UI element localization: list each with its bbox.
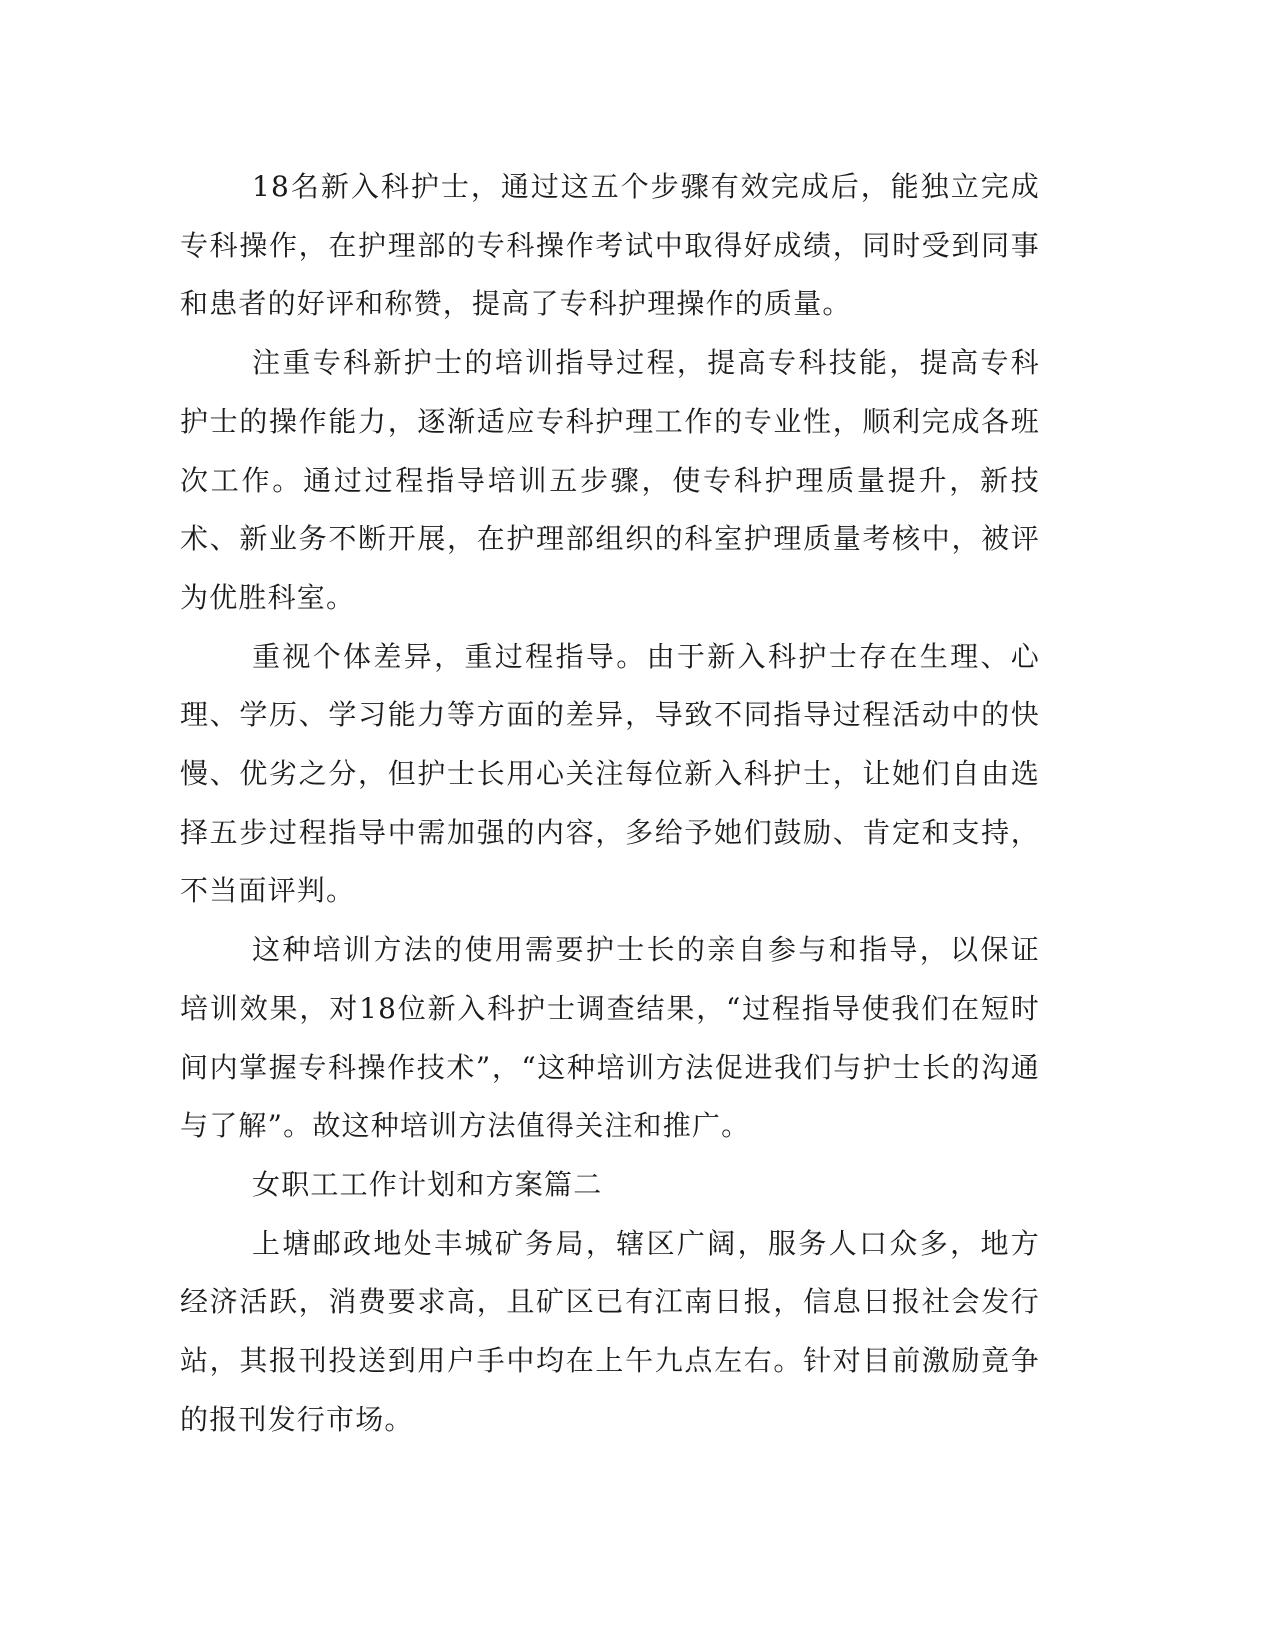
paragraph-2: 注重专科新护士的培训指导过程，提高专科技能，提高专科护士的操作能力，逐渐适应专科护理工作的专业性，顺利完成各班次工作。通过过程指导培训五步骤，使专科护理质量提升，新技术、新业务不断开展，在护理部组织的科室护理质量考核中，被评为优胜科室。 (180, 346, 1040, 614)
paragraph-4: 这种培训方法的使用需要护士长的亲自参与和指导，以保证培训效果，对18位新入科护士调查结果，“过程指导使我们在短时间内掌握专科操作技术”，“这种培训方法促进我们与护士长的沟通与了解”。故这种培训方法值得关注和推广。 (180, 933, 1040, 1143)
paragraph-1: 18名新入科护士，通过这五个步骤有效完成后，能独立完成专科操作，在护理部的专科操作考试中取得好成绩，同时受到同事和患者的好评和称赞，提高了专科护理操作的质量。 (180, 170, 1040, 321)
paragraph-5: 上塘邮政地处丰城矿务局，辖区广阔，服务人口众多，地方经济活跃，消费要求高，且矿区已有江南日报，信息日报社会发行站，其报刊投送到用户手中均在上午九点左右。针对目前激励竟争的报刊发行市场。 (180, 1226, 1040, 1436)
paragraph-3: 重视个体差异，重过程指导。由于新入科护士存在生理、心理、学历、学习能力等方面的差异，导致不同指导过程活动中的快慢、优劣之分，但护士长用心关注每位新入科护士，让她们自由选择五步过程指导中需加强的内容，多给予她们鼓励、肯定和支持，不当面评判。 (180, 639, 1040, 908)
section-heading: 女职工工作计划和方案篇二 (252, 1167, 603, 1201)
document-body (180, 158, 1040, 1449)
